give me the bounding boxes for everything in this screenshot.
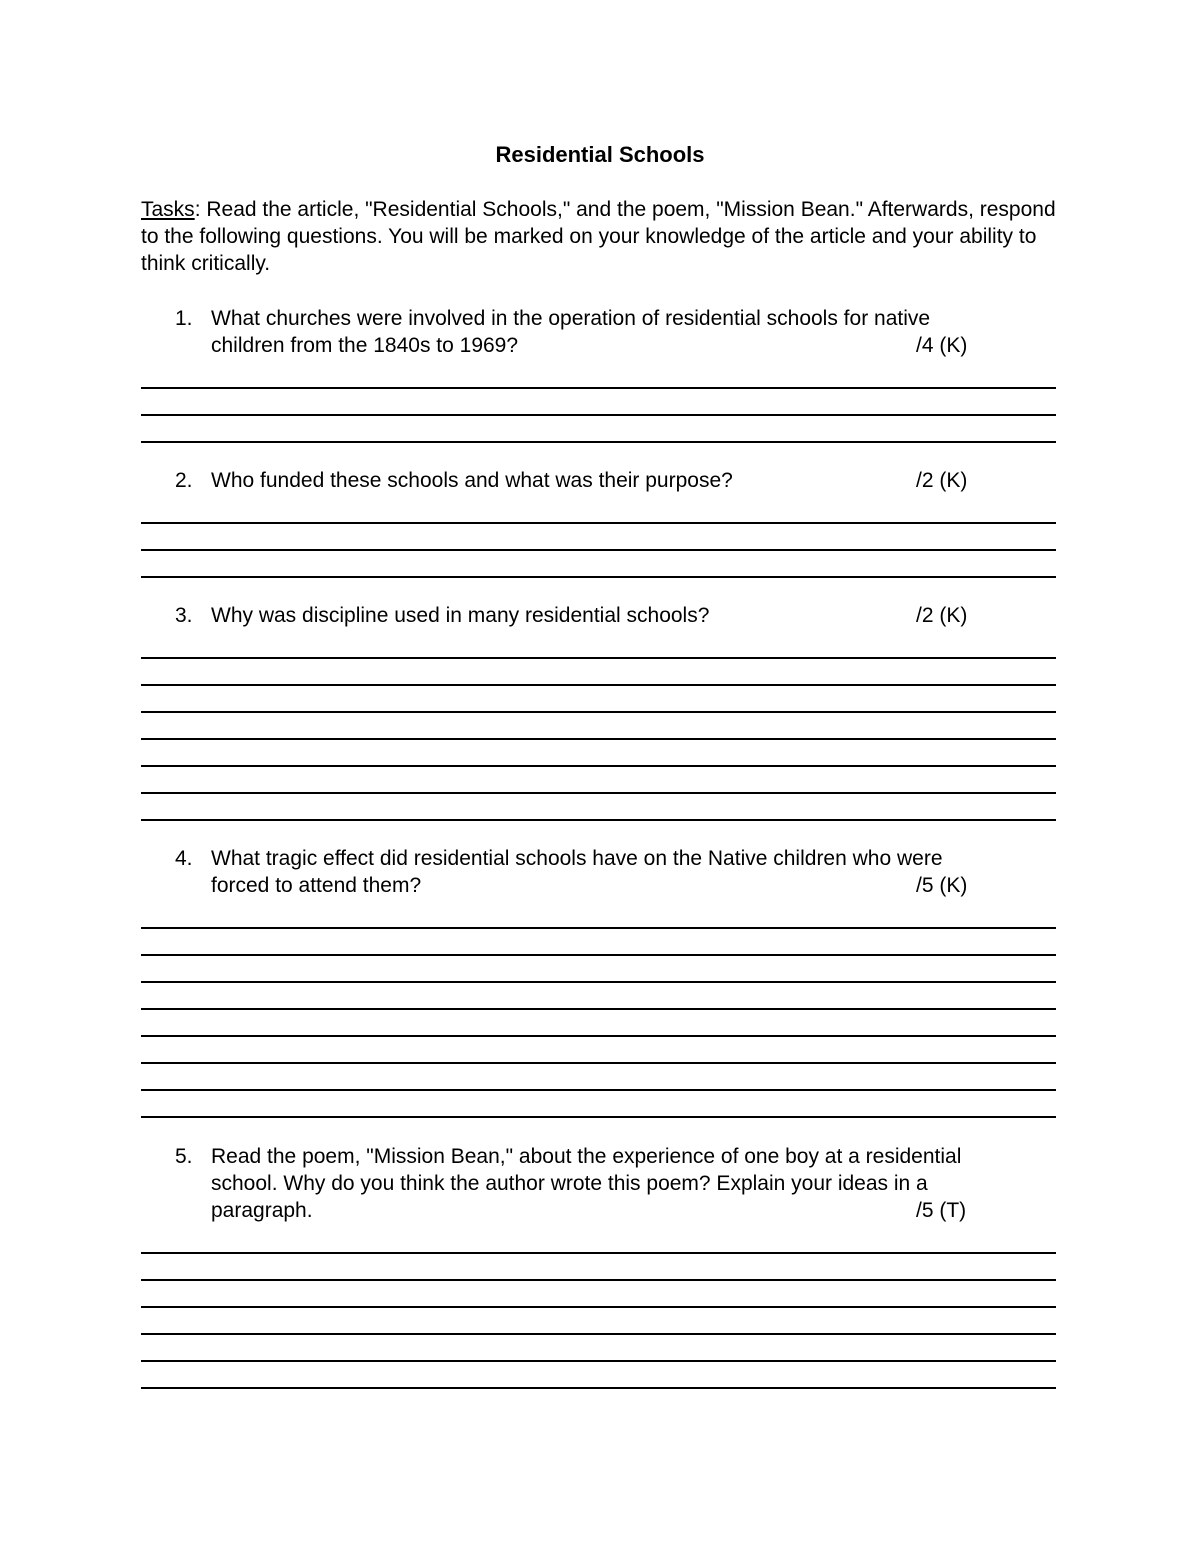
- marks-label: /5 (T): [916, 1199, 967, 1222]
- answer-line[interactable]: [141, 551, 1056, 578]
- answer-line[interactable]: [141, 956, 1056, 983]
- answer-line[interactable]: [141, 1335, 1056, 1362]
- question-line: What tragic effect did residential schools have on the Native children who were: [211, 847, 943, 870]
- answer-line[interactable]: [141, 632, 1056, 659]
- answer-line[interactable]: [141, 1362, 1056, 1389]
- question-number: 4.: [175, 847, 193, 870]
- answer-line[interactable]: [141, 902, 1056, 929]
- answer-area-1: [141, 362, 1056, 443]
- question-line: school. Why do you think the author wrote this poem? Explain your ideas in a: [211, 1172, 928, 1195]
- answer-line[interactable]: [141, 389, 1056, 416]
- answer-line[interactable]: [141, 1010, 1056, 1037]
- question-number: 5.: [175, 1145, 193, 1168]
- answer-line[interactable]: [141, 1091, 1056, 1118]
- answer-line[interactable]: [141, 362, 1056, 389]
- answer-area-3: [141, 632, 1056, 821]
- instructions: [141, 196, 1061, 277]
- marks-label: /2 (K): [916, 604, 968, 627]
- question-line: Read the poem, "Mission Bean," about the experience of one boy at a residential: [211, 1145, 962, 1168]
- answer-line[interactable]: [141, 659, 1056, 686]
- answer-line[interactable]: [141, 497, 1056, 524]
- answer-line[interactable]: [141, 794, 1056, 821]
- marks-label: /2 (K): [916, 469, 968, 492]
- question-number: 3.: [175, 604, 193, 627]
- question-line: children from the 1840s to 1969?: [211, 334, 519, 357]
- answer-line[interactable]: [141, 524, 1056, 551]
- question-line: What churches were involved in the operation of residential schools for native: [211, 307, 931, 330]
- question-line: forced to attend them?: [211, 874, 422, 897]
- answer-area-2: [141, 497, 1056, 578]
- page-title: Residential Schools: [495, 142, 705, 167]
- question-line: Who funded these schools and what was their purpose?: [211, 469, 733, 492]
- answer-line[interactable]: [141, 1254, 1056, 1281]
- answer-line[interactable]: [141, 740, 1056, 767]
- marks-label: /4 (K): [916, 334, 968, 357]
- question-line: paragraph.: [211, 1199, 313, 1222]
- answer-area-4: [141, 902, 1056, 1118]
- answer-line[interactable]: [141, 1227, 1056, 1254]
- tasks-label: Tasks: [141, 198, 195, 221]
- question-number: 2.: [175, 469, 193, 492]
- answer-line[interactable]: [141, 1064, 1056, 1091]
- question-number: 1.: [175, 307, 193, 330]
- marks-label: /5 (K): [916, 874, 968, 897]
- answer-line[interactable]: [141, 767, 1056, 794]
- answer-line[interactable]: [141, 983, 1056, 1010]
- answer-line[interactable]: [141, 416, 1056, 443]
- answer-line[interactable]: [141, 686, 1056, 713]
- answer-line[interactable]: [141, 713, 1056, 740]
- answer-line[interactable]: [141, 1281, 1056, 1308]
- question-line: Why was discipline used in many residential schools?: [211, 604, 710, 627]
- answer-line[interactable]: [141, 1037, 1056, 1064]
- instructions-text: : Read the article, "Residential Schools," and the poem, "Mission Bean." Afterwards, respond to the following questions. You will be marked on your knowledge of the article and your ability to think critically.: [141, 198, 1056, 275]
- answer-line[interactable]: [141, 1308, 1056, 1335]
- answer-line[interactable]: [141, 929, 1056, 956]
- answer-area-5: [141, 1227, 1056, 1389]
